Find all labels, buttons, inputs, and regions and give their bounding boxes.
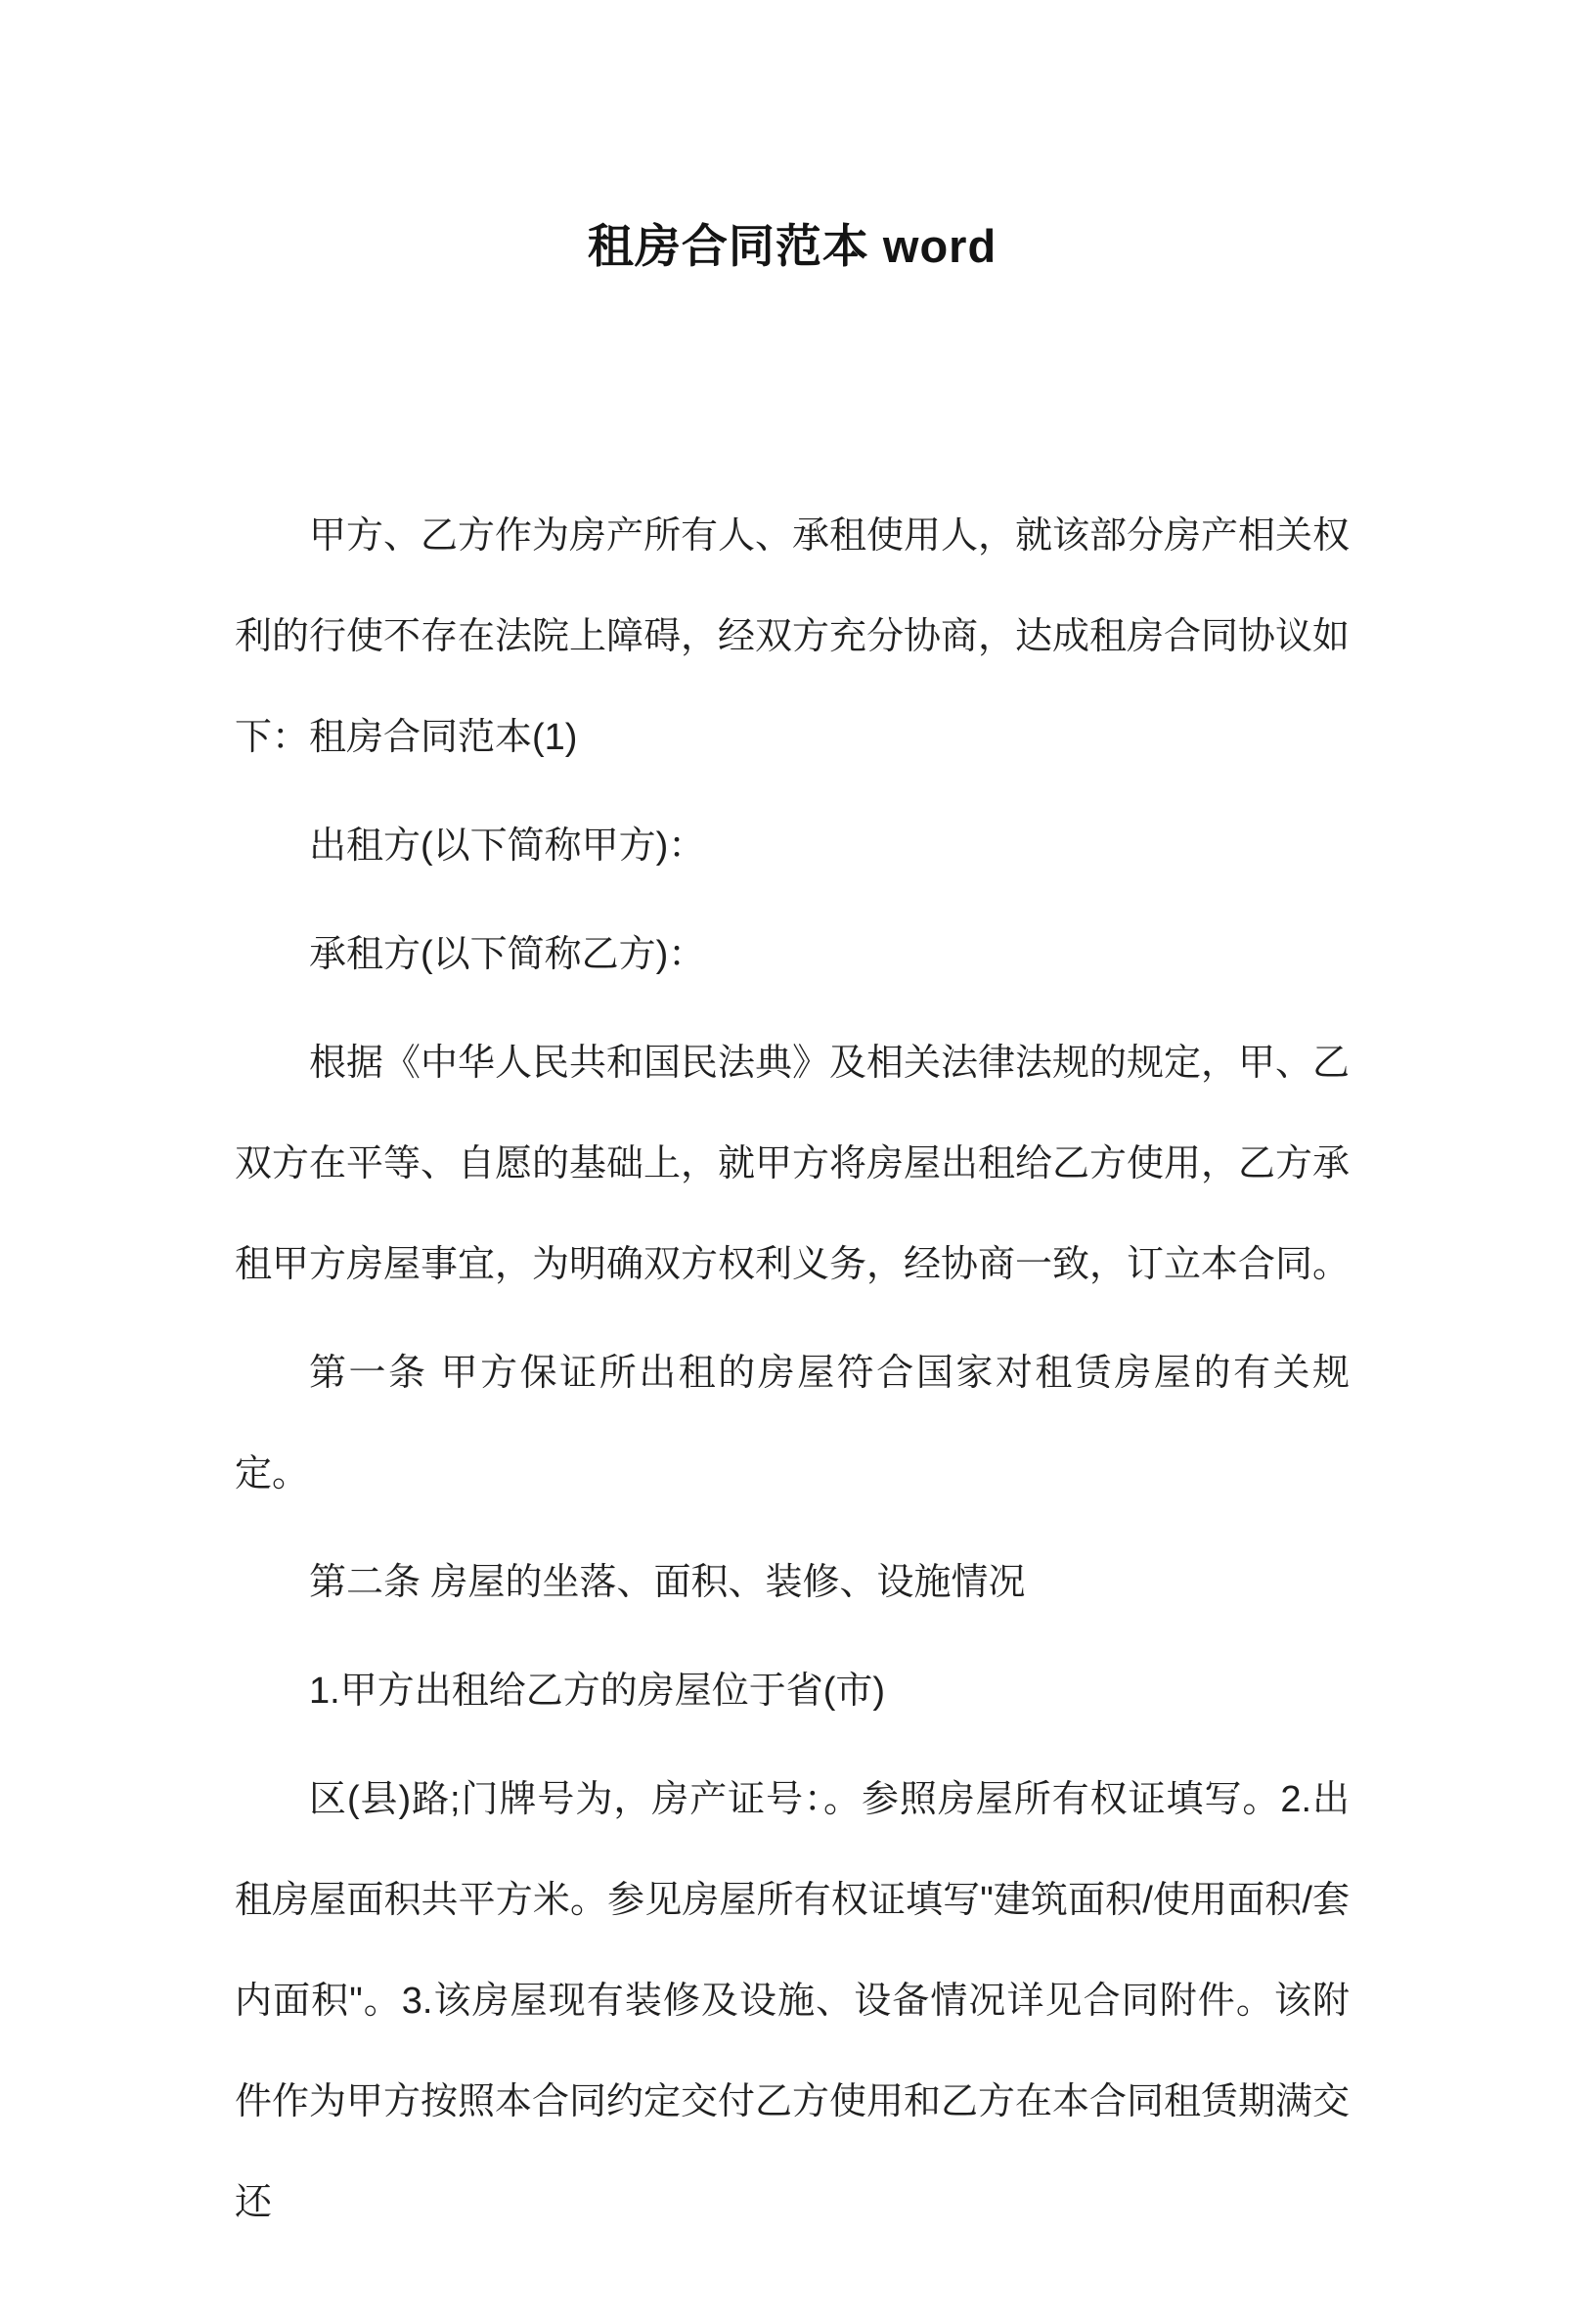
paragraph: 第二条 房屋的坐落、面积、装修、设施情况 [309,1562,1026,1603]
paragraph: 承租方(以下简称乙方)： [309,934,706,975]
paragraph: 出租方(以下简称甲方)： [309,825,706,867]
document-title: 租房合同范本 word [587,220,998,272]
paragraph: 根据《中华人民共和国民法典》及相关法律法规的规定，甲、乙双方在平等、自愿的基础上，就甲方将房屋出租给乙方使用，乙方承租甲方房屋事宜，为明确双方权利义务，经协商一致，订立本合同。 [235,1043,1351,1285]
paragraph: 甲方、乙方作为房产所有人、承租使用人，就该部分房产相关权利的行使不存在法院上障碍，经双方充分协商，达成租房合同协议如下：租房合同范本(1) [235,515,1351,758]
paragraph: 第一条 甲方保证所出租的房屋符合国家对租赁房屋的有关规定。 [235,1353,1350,1495]
paragraph: 区(县)路;门牌号为，房产证号：。参照房屋所有权证填写。2.出租房屋面积共平方米。参见房屋所有权证填写"建筑面积/使用面积/套内面积"。3.该房屋现有装修及设施、设备情况详见合同附件。该附件作为甲方按照本合同约定交付乙方使用和乙方在本合同租赁期满交还 [235,1779,1351,2223]
paragraph: 1.甲方出租给乙方的房屋位于省(市) [309,1671,886,1712]
document-body [235,486,1350,2253]
